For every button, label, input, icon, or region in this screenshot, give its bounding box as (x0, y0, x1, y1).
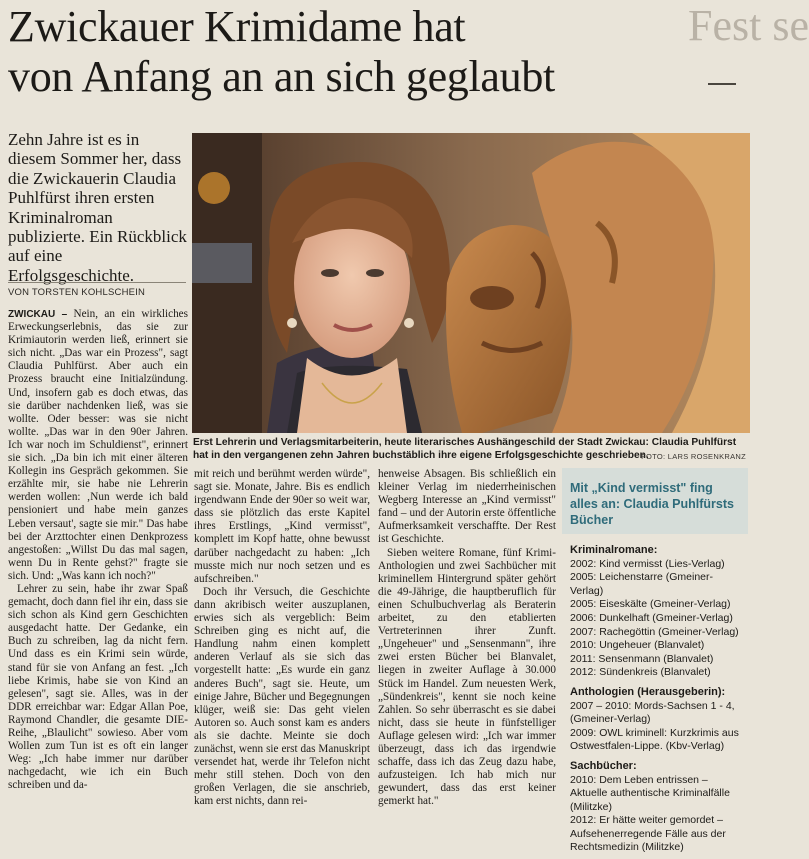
list-item: 2007: Rachegöttin (Gmeiner-Verlag) (570, 625, 739, 638)
list-item: 2009: OWL kriminell: Kurzkrimis aus Ostwestfalen-Lippe. (Kbv-Verlag) (570, 726, 739, 753)
list-item: 2002: Kind vermisst (Lies-Verlag) (570, 557, 725, 570)
list-item: 2012: Er hätte weiter gemordet – Aufsehenerregende Fälle aus der Rechtsmedizin (Militzke) (570, 814, 726, 854)
list-item: 2005: Leichenstarre (Gmeiner-Verlag) (570, 571, 713, 597)
section-heading: Sachbücher: (570, 759, 637, 772)
article-column-2 (194, 468, 370, 808)
headline-dash (708, 83, 736, 85)
headline-line-1: Zwickauer Krimidame hat (8, 2, 466, 51)
intro-text: Zehn Jahre ist es in diesem Sommer her, dass die Zwickauerin Claudia Puhlfürst ihren ersten Kriminalroman publizierte. Ein Rückblick auf eine Erfolgsgeschichte. (8, 130, 187, 285)
article-intro (8, 130, 188, 285)
list-item: 2012: Sündenkreis (Blanvalet) (570, 666, 711, 679)
paragraph: mit reich und berühmt werden würde", sagt sie. Monate, Jahre. Bis es endlich irgendwann Ende der 90er so weit war, dass sie plötzlich das erste Kapitel ihres Erstlings, „Kind vermisst", komplett im Kopf hatte, ohne bewusst darüber nachgedacht zu haben: „Ich musste mich nur noch setzen und es aufschreiben." (194, 468, 370, 585)
section-heading: Anthologien (Herausgeberin): (570, 685, 726, 698)
section-heading: Kriminalromane: (570, 544, 658, 556)
headline-line-2: von Anfang an an sich geglaubt (8, 52, 555, 101)
list-item: 2005: Eiseskälte (Gmeiner-Verlag) (570, 598, 731, 611)
photo-credit: FOTO: LARS ROSENKRANZ (641, 452, 746, 461)
author-photo (192, 133, 750, 433)
article-headline (8, 2, 708, 102)
list-item: 2010: Dem Leben entrissen – Aktuelle authentische Kriminalfälle (Militzke) (570, 773, 730, 813)
paragraph: Sieben weitere Romane, fünf Krimi-Anthologien und zwei Sachbücher mit kriminellem Hintergrund später gehört die 49-Jährige, die hauptberuflich für einen Schulbuchverlag als Beraterin arbeitet, zu den etablierten Vertreterinnen ihrer Zunft. „Ungeheuer" und „Sensenmann", ihre zwei ersten Bücher bei Blanvalet, liegen in zweiter Auflage à 30.000 Stück im Handel. Zum neuesten Werk, „Sündenkreis", kennt sie noch keine Zahlen. So sehr überrascht es sie dabei nicht, dass sie heute in fünfstelliger Auflage gelesen wird: „Ich war immer überzeugt, dass ich das irgendwie schaffe, dass ich das Zeug dazu habe, aufzusteigen. Ich hab mich nur gewundert, dass das erst keiner gemerkt hat." (378, 546, 556, 808)
bibliography-box (562, 468, 748, 854)
adjacent-headline-fragment: Fest se (688, 1, 809, 50)
list-item: 2011: Sensenmann (Blanvalet) (570, 652, 714, 665)
article-column-1 (8, 308, 188, 792)
article-column-3 (378, 468, 556, 808)
dateline: ZWICKAU – (8, 309, 68, 320)
list-item: 2007 – 2010: Mords-Sachsen 1 - 4, (Gmeiner-Verlag) (570, 699, 735, 726)
list-item: 2010: Ungeheuer (Blanvalet) (570, 639, 705, 652)
paragraph: Doch ihr Versuch, die Geschichte dann akribisch weiter auszuplanen, erwies sich als vergeblich: Beim Schreiben ging es nicht auf, die Handlung nahm einen komplett anderen Verlauf als sie sich das vorgestellt hatte: „Es wurde ein ganz anderes Buch", sagt sie. Heute, um einige Jahre, Bücher und Begegnungen klüger, weiß sie: Das geht vielen Autoren so. Auch sonst kam es anders als sie dachte. Meinte sie doch zunächst, wenn sie erst das Manuskript versendet hat, werde ihr Telefon nicht mehr still stehen. Doch von den großen Verlagen, die sie anschrieb, kam erst nichts, dann rei- (194, 585, 370, 808)
paragraph-text: Nein, an ein wirkliches Erweckungserlebnis, das sie zur Krimiautorin werden ließ, erinnert sie sich nicht. „Das war ein Prozess", sagt Claudia Puhlfürst. Aber auch ein Prozess braucht eine Initialzündung. Und, insofern gab es doch etwas, das sie darüber nachdenken ließ, was sie wollte. Oder besser: was sie nicht wollte. „Das war in den 90er Jahren. Ich war noch im Schuldienst", erinnert sie sich. „Da bin ich mit einer älteren Kollegin ins Gespräch gekommen. Sie erzählte mir, sie habe nie Lehrerin werden wollen: ‚Nun werde ich bald pensioniert und habe mein ganzes Leben versaut', sagte sie mir." Das habe bei der Arzttochter einen Denkprozess angestoßen: „Willst Du das mal sagen, wenn Du in Rente gehst?" fragte sie sich. Und: „Was kann ich noch?" (8, 308, 189, 582)
bibliography-title: Mit „Kind vermisst" fing alles an: Claudia Puhlfürsts Bücher (562, 468, 748, 534)
bibliography-list (562, 534, 748, 859)
list-item: 2006: Dunkelhaft (Gmeiner-Verlag) (570, 611, 733, 624)
paragraph: Lehrer zu sein, habe ihr zwar Spaß gemacht, doch dann fiel ihr ein, dass sie sich schon als Kind gern Geschichten ausgedacht hatte. Der Gedanke, ein Buch zu schreiben, lag da nicht fern. Und dass es ein Krimi sein würde, stand für sie von Anfang an fest. „Ich liebe Krimis, habe sie von Kind an gelesen", sagt sie. Alles, was in der DDR erreichbar war: Edgar Allan Poe, Raymond Chandler, die gesamte DIE-Reihe, „Blaulicht" sowieso. Aber vom Wollen zum Tun ist es oft ein langer Weg: „Ich habe immer nur darüber nachgedacht, wie ich ein Buch schreiben und da- (8, 582, 188, 792)
photo-illustration (192, 133, 750, 433)
paragraph (8, 308, 188, 583)
photo-caption: Erst Lehrerin und Verlagsmitarbeiterin, heute literarisches Aushängeschild der Stadt Zwickau: Claudia Puhlfürst hat in den vergangenen zehn Jahren buchstäblich ihre eigene Erfolgsgeschichte geschrieben. (193, 437, 737, 461)
paragraph: henweise Absagen. Bis schließlich ein kleiner Verlag im niederrheinischen Wegberg Interesse an „Kind vermisst" fand – und der Autorin erste öffentliche Aufmerksamkeit verschaffte. Der Rest ist Geschichte. (378, 468, 556, 546)
byline: VON TORSTEN KOHLSCHEIN (8, 282, 186, 298)
